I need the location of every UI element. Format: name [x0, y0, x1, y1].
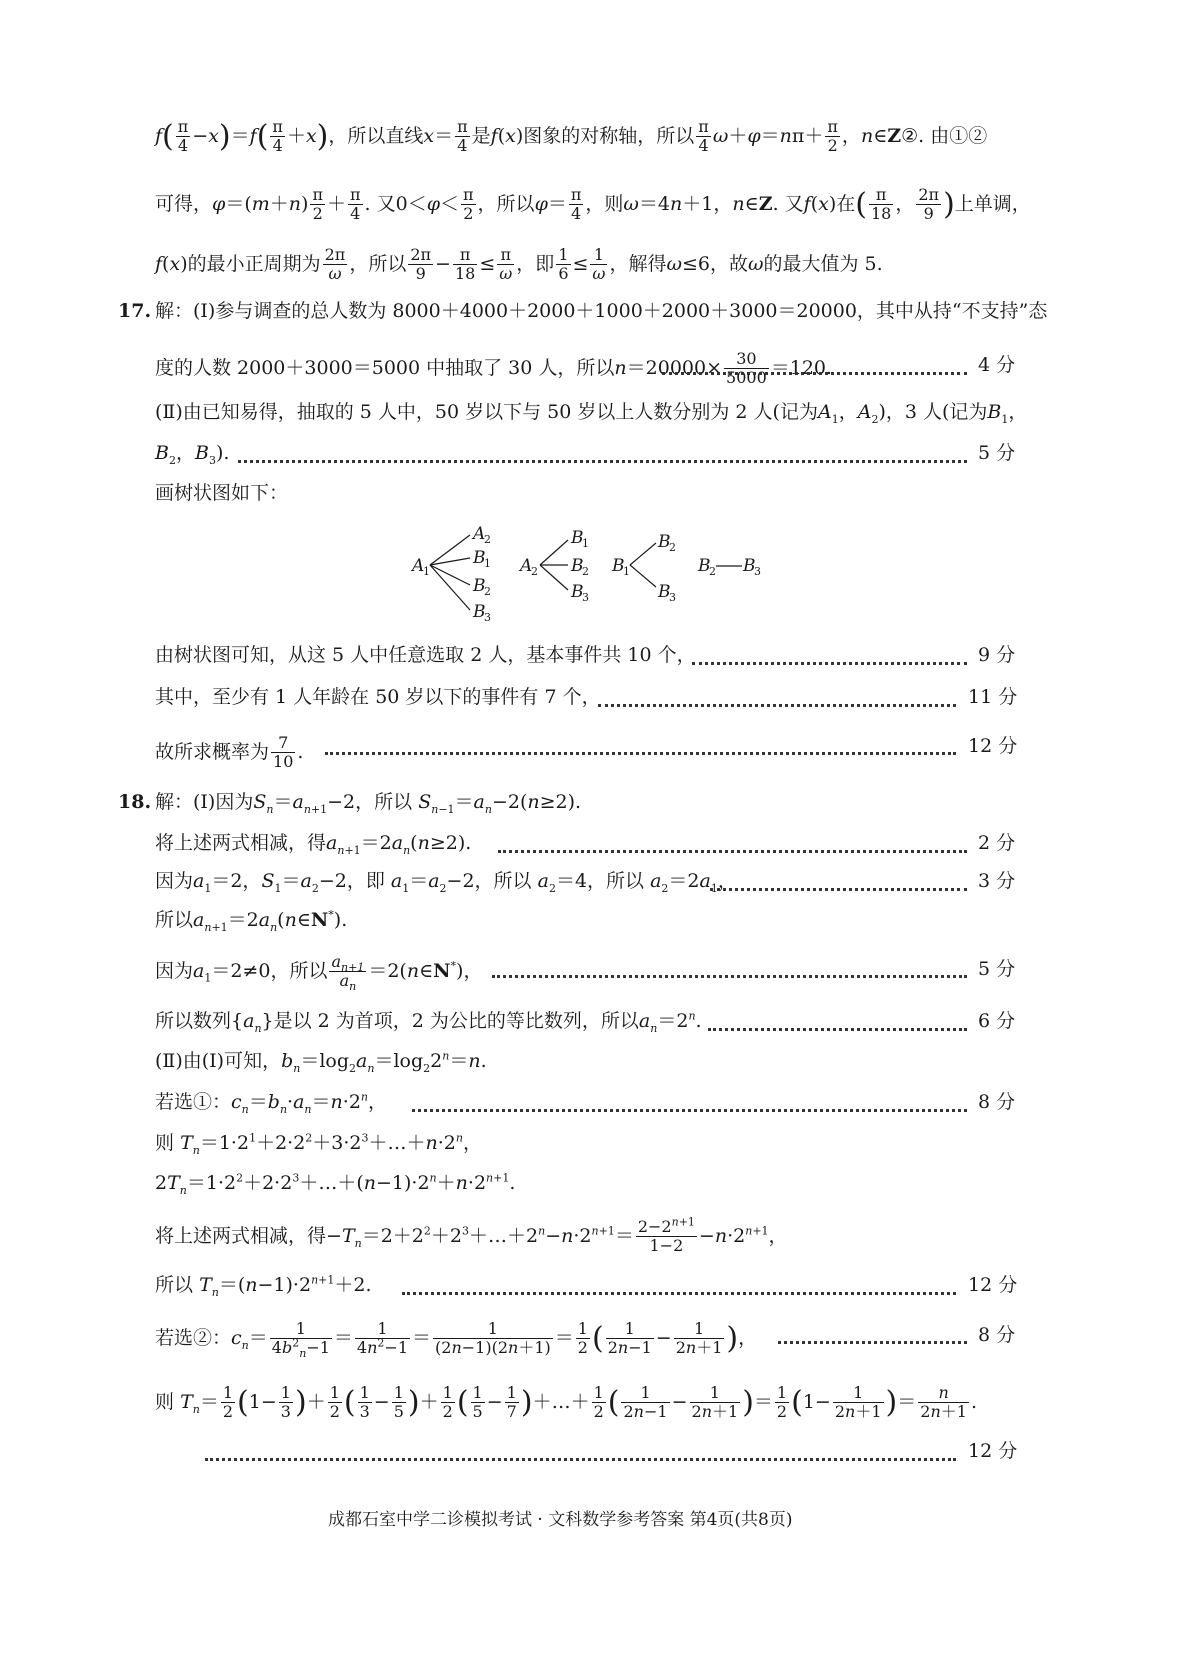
dot-leader — [238, 460, 967, 463]
dot-leader — [492, 975, 967, 978]
tree-a1 — [410, 524, 491, 624]
line-18-11: 将上述两式相减，得$-T_n=2+2^2+2^3+\dots+2^n-n\cdot 2^{n+1}=$ $\frac{2-2^{n+1}}{1-2}$ $-n\cdot 2^{n+1}$， — [155, 1215, 788, 1256]
svg-text:2: 2 — [484, 585, 491, 598]
svg-text:1: 1 — [423, 565, 430, 578]
node-a2-root: A — [520, 556, 533, 576]
svg-text:1: 1 — [484, 557, 491, 570]
line-18-14: 则 $T_n=$ $\frac{1}{2}$ (1− $\frac{1}{3}$ )＋ $\frac{1}{2}$ ( $\frac{1}{3}$ − $\frac{1}{5}$ )＋ $\frac{1}{2}$ ( $\frac{1}{5}$ − $\frac{1}{7}$ )＋…＋ $\frac{1}{2}$ ( $\frac{1}{2n-1}$ − $\frac{1}{2n+1}$ )＝ $\frac{1}{2}$ (1− $\frac{1}{2n+1}$ )＝ $\frac{n}{2n+1}$ . — [155, 1383, 977, 1422]
line-17-4: $B_2$，$B_3$). — [155, 442, 230, 467]
line-17-2: 度的人数 2000＋3000＝5000 中抽取了 30 人，所以n＝20000× $\frac{30}{5000}$ ＝120. — [155, 349, 833, 388]
dot-leader — [325, 752, 956, 755]
line-17-7: 其中，至少有 1 人年龄在 50 岁以下的事件有 7 个， — [155, 686, 601, 708]
score-label: 12 分 — [968, 1274, 1018, 1296]
line-18-13: 若选②：$c_n=$ $\frac{1}{4b^2_n-1}$ ＝ $\frac{1}{4n^2-1}$ ＝ $\frac{1}{(2n-1)(2n+1)}$ ＝ $\frac{1}{2}$ ( $\frac{1}{2n-1}$ − $\frac{1}{2n+1}$ )， — [155, 1319, 758, 1361]
node-b3: B — [571, 582, 584, 602]
line-18-7: (Ⅱ)由(Ⅰ)可知，$b_n=\log_2a_n=\log_22^n=n$. — [155, 1049, 487, 1075]
svg-text:3: 3 — [669, 591, 676, 604]
problem-17-number: 17. — [118, 300, 152, 322]
score-label: 12 分 — [968, 1440, 1018, 1462]
dot-leader — [692, 662, 967, 665]
svg-text:1: 1 — [623, 565, 630, 578]
dot-leader — [205, 1458, 956, 1461]
svg-text:2: 2 — [531, 565, 538, 578]
node-b2: B — [473, 576, 486, 596]
page-footer: 成都石室中学二诊模拟考试 · 文科数学参考答案 第4页(共8页) — [328, 1510, 793, 1530]
score-label: 3 分 — [978, 870, 1016, 892]
tree-b1 — [611, 532, 676, 604]
node-b3: B — [473, 602, 486, 622]
svg-text:3: 3 — [582, 591, 589, 604]
node-b1: B — [571, 528, 584, 548]
dot-leader — [498, 850, 967, 853]
line-18-9: 则 $T_n=1\cdot 2^1+2\cdot 2^2+3\cdot 2^3+\dots+n\cdot 2^n$， — [155, 1131, 483, 1157]
tree-a2 — [518, 528, 589, 604]
svg-text:3: 3 — [484, 611, 491, 624]
dot-leader — [412, 1109, 967, 1112]
line-18-2: 将上述两式相减，得$a_{n+1}=2a_n(n\ge 2)$. — [155, 832, 472, 857]
line-18-1: 解：(Ⅰ)因为$S_n=a_{n+1}-2$，所以 $S_{n-1}=a_n-2(n\ge 2)$. — [155, 791, 582, 816]
svg-text:3: 3 — [754, 565, 761, 578]
line-18-3: 因为$a_1=2$，$S_1=a_2-2$，即 $a_1=a_2-2$，所以 $a_2=4$，所以 $a_2=2a_1$， — [155, 870, 737, 895]
line-18-6: 所以数列$\{a_n\}$是以 2 为首项，2 为公比的等比数列，所以$a_n=2^n$. — [155, 1009, 702, 1035]
line-18-4: 所以$a_{n+1}=2a_n(n\in N^*)$. — [155, 908, 348, 934]
dot-leader — [402, 1292, 956, 1295]
score-label: 8 分 — [978, 1091, 1016, 1113]
dot-leader — [598, 704, 956, 707]
svg-text:2: 2 — [484, 533, 491, 546]
score-label: 9 分 — [978, 644, 1016, 666]
svg-text:1: 1 — [582, 537, 589, 550]
line-17-6: 由树状图可知，从这 5 人中任意选取 2 人，基本事件共 10 个， — [155, 644, 696, 666]
dot-leader — [710, 888, 967, 891]
node-a2: A — [473, 524, 486, 544]
node-b2: B — [658, 532, 671, 552]
node-b3: B — [658, 582, 671, 602]
dot-leader — [662, 372, 967, 375]
tree-diagram — [400, 515, 780, 630]
score-label: 4 分 — [978, 354, 1016, 376]
dot-leader — [708, 1028, 967, 1031]
score-label: 2 分 — [978, 832, 1016, 854]
line-16-2: 可得，φ＝(m＋n) $\frac{\pi}{2}$ ＋ $\frac{\pi}{4}$ . 又0＜φ＜ $\frac{\pi}{2}$ ，所以φ＝ $\frac{\pi}{4}$ ，则ω＝4n＋1，n∈Z. 又f(x)在( $\frac{\pi}{18}$ ， $\frac{2\pi}{9}$ )上单调， — [155, 185, 1031, 224]
line-18-8: 若选①：$c_n=b_n\cdot a_n=n\cdot 2^n$， — [155, 1090, 388, 1116]
svg-text:2: 2 — [669, 541, 676, 554]
score-label: 8 分 — [978, 1324, 1016, 1346]
node-b1: B — [473, 548, 486, 568]
svg-text:2: 2 — [582, 565, 589, 578]
node-b2: B — [571, 556, 584, 576]
node-b2-root: B — [698, 556, 711, 576]
score-label: 12 分 — [968, 735, 1018, 757]
line-17-1: 解：(Ⅰ)参与调查的总人数为 8000＋4000＋2000＋1000＋2000＋3000＝20000，其中从持“不支持”态 — [155, 300, 1048, 322]
score-label: 5 分 — [978, 958, 1016, 980]
line-17-5: 画树状图如下： — [155, 482, 289, 504]
node-a1: A — [412, 556, 425, 576]
score-label: 11 分 — [968, 686, 1018, 708]
dot-leader — [778, 1341, 967, 1344]
tree-b2 — [697, 556, 761, 578]
line-18-5: 因为$a_1=2\ne 0$，所以 $\frac{a_{n+1}}{a_n}$ ＝2(n∈N*)， — [155, 952, 483, 994]
problem-18-number: 18. — [118, 791, 152, 813]
score-label: 5 分 — [978, 442, 1016, 464]
line-17-8: 故所求概率为 $\frac{7}{10}$ . — [155, 733, 304, 772]
svg-text:2: 2 — [709, 565, 716, 578]
line-18-10: $2T_n=1\cdot 2^2+2\cdot 2^3+\dots+(n-1)\cdot 2^n+n\cdot 2^{n+1}$. — [155, 1171, 516, 1197]
line-16-1: f( $\frac{\pi}{4}$ −x)＝f( $\frac{\pi}{4}$ ＋x)，所以直线x＝ $\frac{\pi}{4}$ 是f(x)图象的对称轴，所以 $\frac{\pi}{4}$ ω＋φ＝nπ＋ $\frac{\pi}{2}$ ，n∈Z②. 由①② — [155, 117, 988, 156]
node-b1-root: B — [612, 556, 625, 576]
line-16-3: f(x)的最小正周期为 $\frac{2\pi}{\omega}$ ，所以 $\frac{2\pi}{9}$ − $\frac{\pi}{18}$ ≤ $\frac{\pi}{\omega}$ ，即 $\frac{1}{6}$ ≤ $\frac{1}{\omega}$ ，解得ω≤6，故ω的最大值为 5. — [155, 245, 883, 284]
line-18-12: 所以 $T_n=(n-1)\cdot 2^{n+1}+2$. — [155, 1273, 372, 1299]
node-b3: B — [743, 556, 756, 576]
line-17-3: (Ⅱ)由已知易得，抽取的 5 人中，50 岁以下与 50 岁以上人数分别为 2 人(记为$A_1$，$A_2$)，3 人(记为$B_1$， — [155, 401, 1028, 426]
score-label: 6 分 — [978, 1010, 1016, 1032]
